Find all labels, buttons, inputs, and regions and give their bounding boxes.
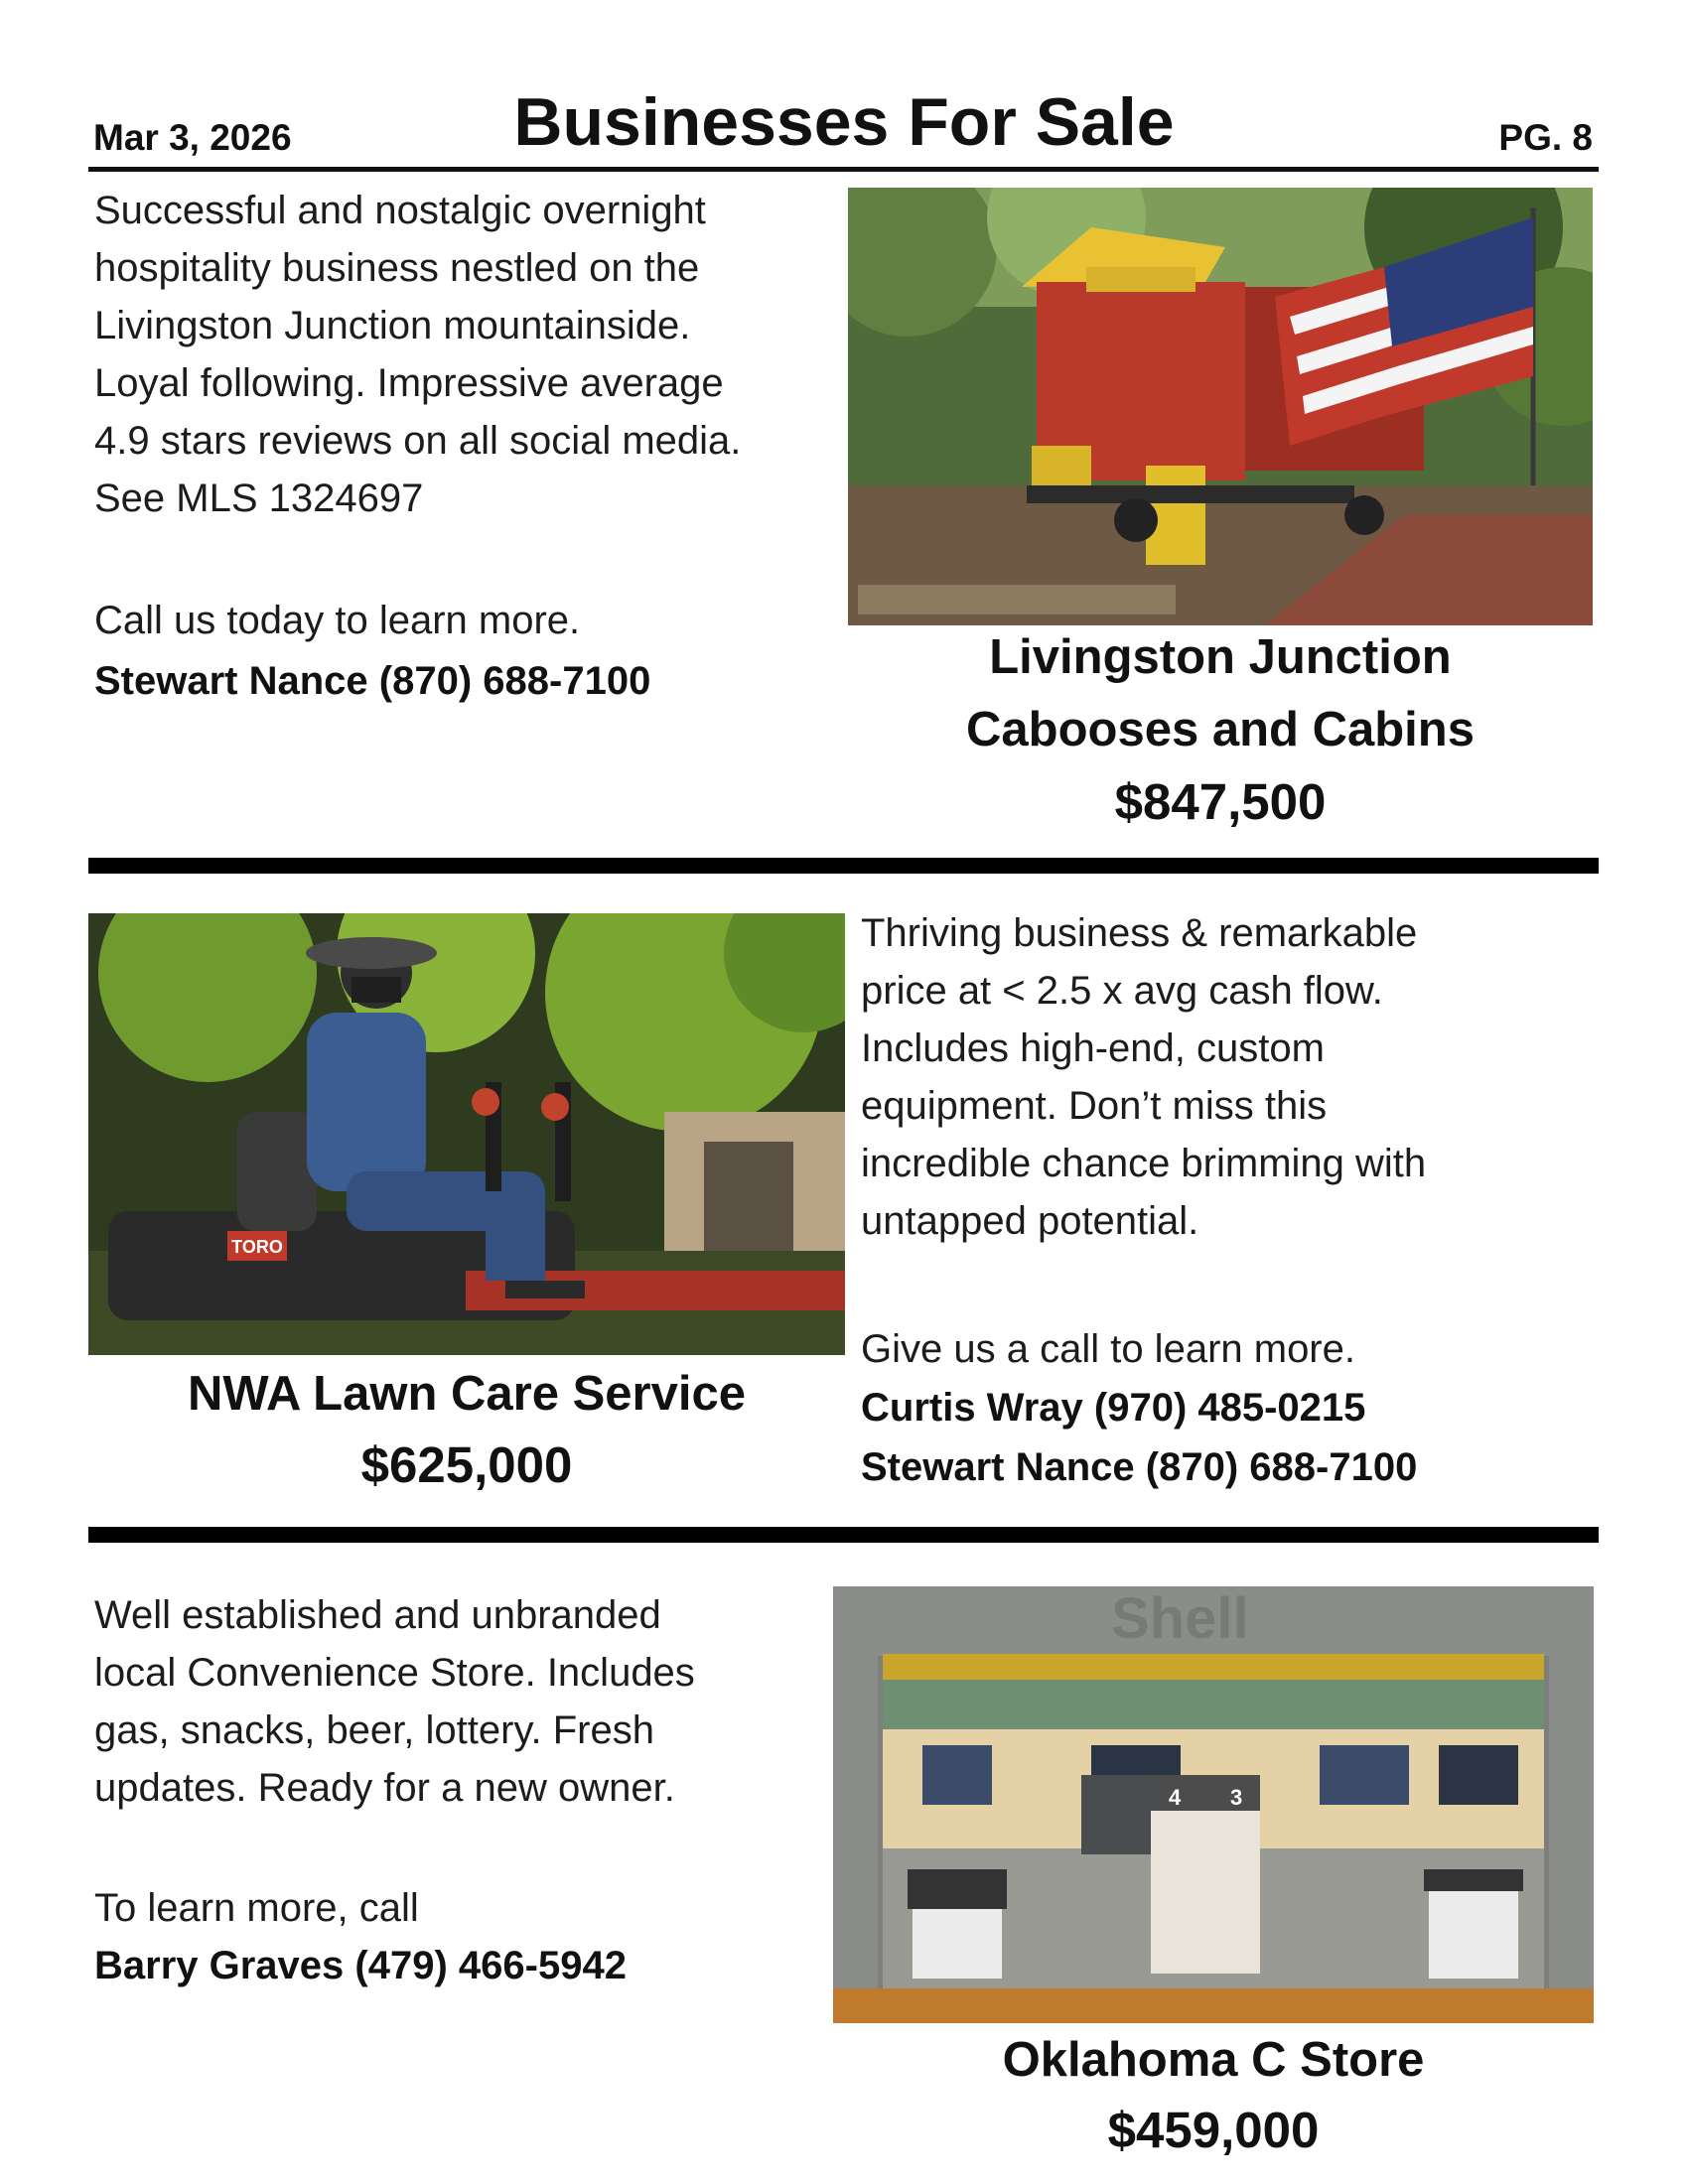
listing-3-price: $459,000 bbox=[1107, 2102, 1320, 2158]
convenience-store-photo bbox=[833, 1586, 1594, 2023]
listing-2-cta: Give us a call to learn more. bbox=[861, 1327, 1355, 1371]
section-divider-1 bbox=[88, 858, 1599, 874]
listing-1-contact: Stewart Nance (870) 688-7100 bbox=[94, 659, 651, 703]
listing-2-contacts: Curtis Wray (970) 485-0215 Stewart Nance (870) 688-7100 bbox=[861, 1386, 1418, 1489]
listing-1-cta: Call us today to learn more. bbox=[94, 599, 581, 642]
section-divider-2 bbox=[88, 1527, 1599, 1543]
listing-1-description: Successful and nostalgic overnight hospitality business nestled on the Livingston Junction mountainside. Loyal following. Impressive average 4.9 stars reviews on all social media. See MLS 1324697 bbox=[94, 189, 742, 520]
listing-2-description: Thriving business & remarkable price at < 2.5 x avg cash flow. Includes high-end, custom equipment. Don’t miss this incredible chance brimming with untapped potential. bbox=[861, 911, 1427, 1243]
header-rule bbox=[88, 167, 1599, 172]
issue-date: Mar 3, 2026 bbox=[93, 117, 292, 158]
pump-number-left: 4 bbox=[1169, 1785, 1182, 1810]
listing-1-price: $847,500 bbox=[1114, 773, 1327, 830]
listing-3-contact: Barry Graves (479) 466-5942 bbox=[94, 1944, 627, 1987]
listing-2-price: $625,000 bbox=[360, 1436, 573, 1493]
lawn-mower-photo bbox=[88, 913, 845, 1355]
canopy-sign-text: Shell bbox=[1111, 1586, 1249, 1651]
listing-1-name: Livingston Junction Cabooses and Cabins bbox=[966, 630, 1475, 756]
listing-3-cta: To learn more, call bbox=[94, 1886, 419, 1930]
page-number: PG. 8 bbox=[1498, 117, 1593, 158]
pump-number-right: 3 bbox=[1230, 1785, 1243, 1810]
listing-3-name: Oklahoma C Store bbox=[1002, 2033, 1425, 2087]
page-title: Businesses For Sale bbox=[513, 84, 1175, 160]
listing-3-description: Well established and unbranded local Convenience Store. Includes gas, snacks, beer, lottery. Fresh updates. Ready for a new owner. bbox=[94, 1593, 695, 1810]
listing-2-name: NWA Lawn Care Service bbox=[188, 1367, 746, 1421]
caboose-photo bbox=[848, 188, 1593, 625]
mower-brand-text: TORO bbox=[231, 1237, 283, 1257]
